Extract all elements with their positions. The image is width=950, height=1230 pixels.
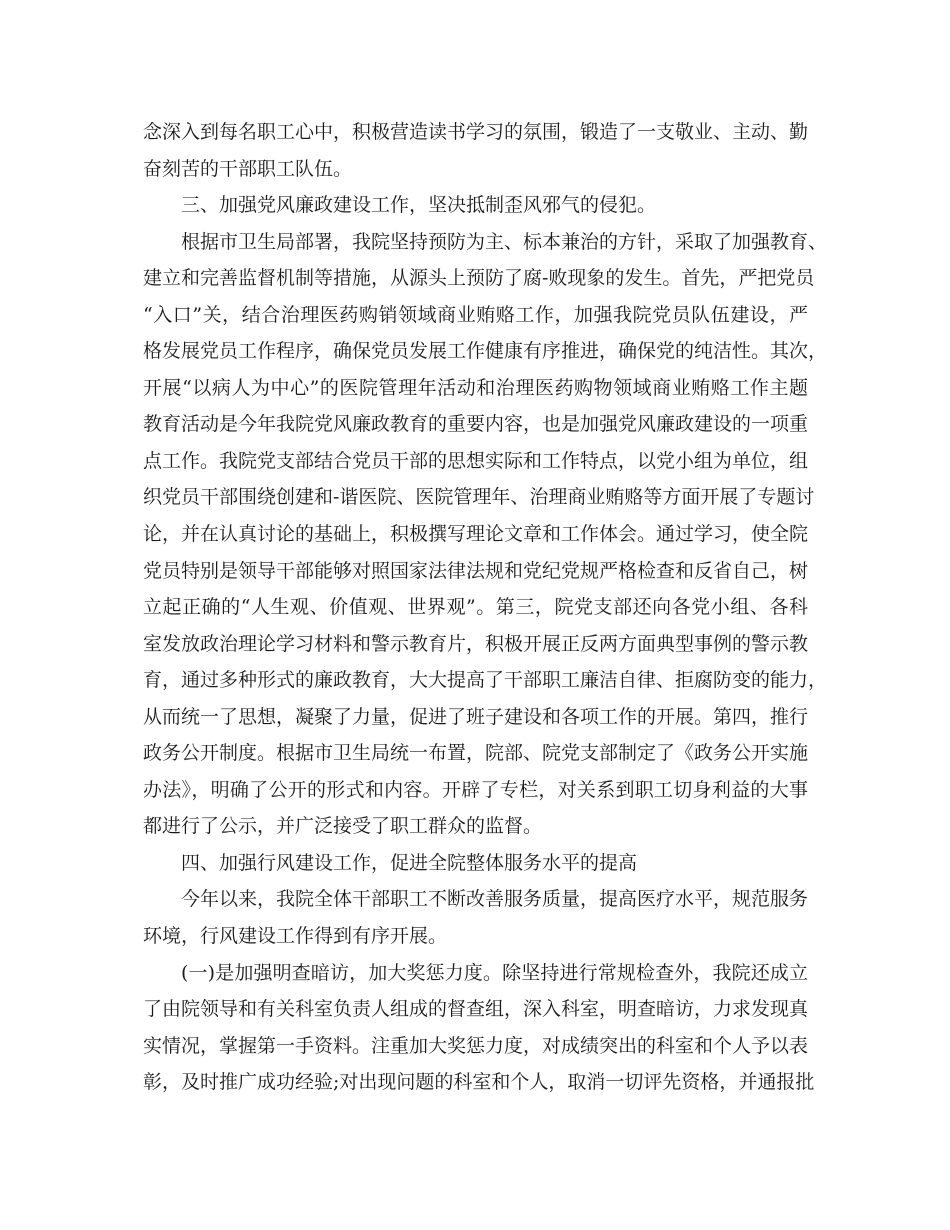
text-line: 格发展党员工作程序，确保党员发展工作健康有序推进，确保党的纯洁性。其次，: [143, 340, 828, 363]
text-line: 念深入到每名职工心中，积极营造读书学习的氛围，锻造了一支敬业、主动、勤: [143, 121, 809, 143]
document-body: [143, 114, 828, 1101]
text-line: 论，并在认真讨论的基础上，积极撰写理论文章和工作体会。通过学习，使全院: [143, 523, 809, 546]
text-line: (一)是加强明查暗访，加大奖惩力度。除坚持进行常规检查外，我院还成立: [181, 961, 808, 984]
text-line: 环境，行风建设工作得到有序开展。: [143, 925, 448, 948]
text-line: 建立和完善监督机制等措施，从源头上预防了腐-败现象的发生。首先，严把党员: [143, 267, 815, 290]
text-line: 教育活动是今年我院党风廉政教育的重要内容，也是加强党风廉政建设的一项重: [143, 413, 809, 436]
section-heading: 三、加强党风廉政建设工作，坚决抵制歪风邪气的侵犯。: [181, 194, 657, 217]
text-line: 党员特别是领导干部能够对照国家法律法规和党纪党规严格检查和反省自己，树: [143, 559, 809, 582]
text-line: 根据市卫生局部署，我院坚持预防为主、标本兼治的方针，采取了加强教育、: [181, 230, 828, 253]
text-line: 办法》，明确了公开的形式和内容。开辟了专栏，对关系到职工切身利益的大事: [143, 778, 808, 801]
text-line: 都进行了公示，并广泛接受了职工群众的监督。: [143, 815, 543, 838]
text-line: 今年以来，我院全体干部职工不断改善服务质量，提高医疗水平，规范服务: [181, 888, 809, 911]
text-line: 立起正确的“人生观、价值观、世界观”。第三，院党支部还向各党小组、各科: [143, 596, 808, 619]
text-line: 点工作。我院党支部结合党员干部的思想实际和工作特点，以党小组为单位，组: [143, 449, 809, 472]
section-heading: 四、加强行风建设工作，促进全院整体服务水平的提高: [181, 851, 638, 874]
text-line: 开展“以病人为中心”的医院管理年活动和治理医药购物领域商业贿赂工作主题: [143, 376, 808, 399]
text-line: 从而统一了思想，凝聚了力量，促进了班子建设和各项工作的开展。第四，推行: [143, 705, 809, 728]
text-line: 育，通过多种形式的廉政教育，大大提高了干部职工廉洁自律、拒腐防变的能力，: [143, 669, 828, 692]
text-line: 奋刻苦的干部职工队伍。: [143, 157, 353, 180]
text-line: 政务公开制度。根据市卫生局统一布置，院部、院党支部制定了《政务公开实施: [143, 742, 809, 765]
text-line: 了由院领导和有关科室负责人组成的督查组，深入科室，明查暗访，力求发现真: [143, 998, 809, 1021]
text-line: “入口”关，结合治理医药购销领域商业贿赂工作，加强我院党员队伍建设，严: [143, 303, 808, 326]
text-line: 织党员干部围绕创建和-谐医院、医院管理年、治理商业贿赂等方面开展了专题讨: [143, 486, 815, 509]
text-line: 室发放政治理论学习材料和警示教育片，积极开展正反两方面典型事例的警示教: [143, 632, 809, 655]
text-line: 彰，及时推广成功经验;对出现问题的科室和个人，取消一切评先资格，并通报批: [143, 1071, 815, 1094]
text-line: 实情况，掌握第一手资料。注重加大奖惩力度，对成绩突出的科室和个人予以表: [143, 1034, 809, 1057]
